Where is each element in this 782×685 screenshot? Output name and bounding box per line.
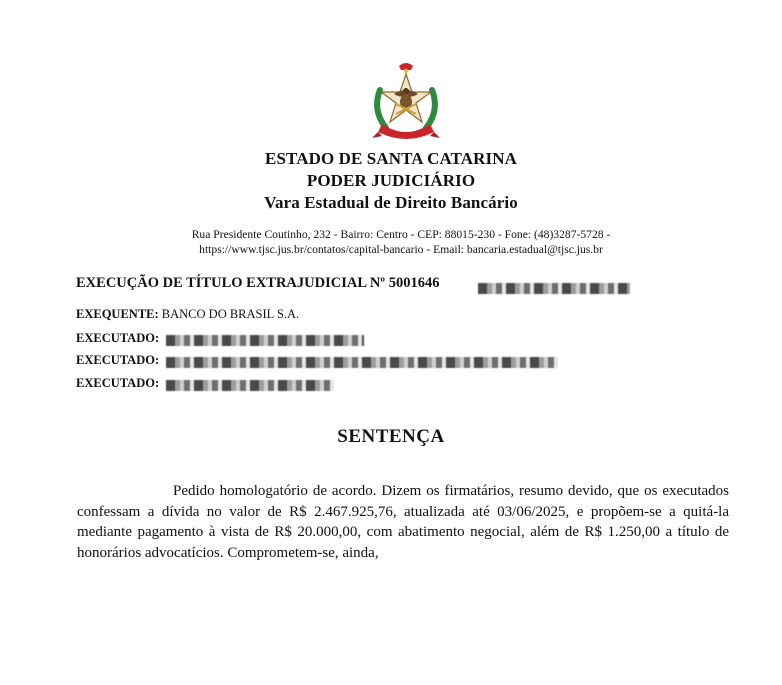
exequente-name: BANCO DO BRASIL S.A. (161, 307, 300, 321)
redacted-executado-1 (166, 335, 364, 346)
court-contact: https://www.tjsc.jus.br/contatos/capital-bancario - Email: bancaria.estadual@tjsc.jus.br (199, 243, 603, 256)
executado-line-3 (76, 376, 159, 391)
executado-label-1: EXECUTADO: (76, 331, 160, 345)
exequente-label: EXEQUENTE: (76, 307, 159, 321)
redacted-case-number (478, 283, 630, 294)
coat-of-arms-seal (368, 60, 444, 144)
case-title-text: EXECUÇÃO DE TÍTULO EXTRAJUDICIAL Nº 5001646 (76, 275, 440, 291)
sentence-paragraph: Pedido homologatório de acordo. Dizem os firmatários, resumo devido, que os executados confessam a dívida no valor de R$ 2.467.925,76, atualizada até 03/06/2025, e propõem-se a quitá-la mediante pagamento à vista de R$ 20.000,00, com abatimento negocial, além de R$ 1.250,00 a título de honorários advocatícios. Comprometem-se, ainda, (77, 483, 729, 561)
exequente-line (76, 307, 299, 322)
executado-label-3: EXECUTADO: (76, 376, 160, 390)
bottom-blank-area (0, 560, 782, 685)
court-heading: Vara Estadual de Direito Bancário (264, 193, 518, 212)
redacted-executado-3 (166, 380, 334, 391)
case-title (76, 275, 439, 292)
executado-line-2 (76, 353, 159, 368)
top-fade (0, 0, 782, 60)
branch-heading: PODER JUDICIÁRIO (306, 171, 476, 190)
redacted-executado-2 (166, 357, 558, 368)
state-heading: ESTADO DE SANTA CATARINA (265, 149, 517, 168)
executado-label-2: EXECUTADO: (76, 353, 160, 367)
sentence-heading: SENTENÇA (337, 426, 445, 447)
executado-line-1 (76, 331, 159, 346)
court-address: Rua Presidente Coutinho, 232 - Bairro: Centro - CEP: 88015-230 - Fone: (48)3287-5728 - (191, 228, 611, 241)
